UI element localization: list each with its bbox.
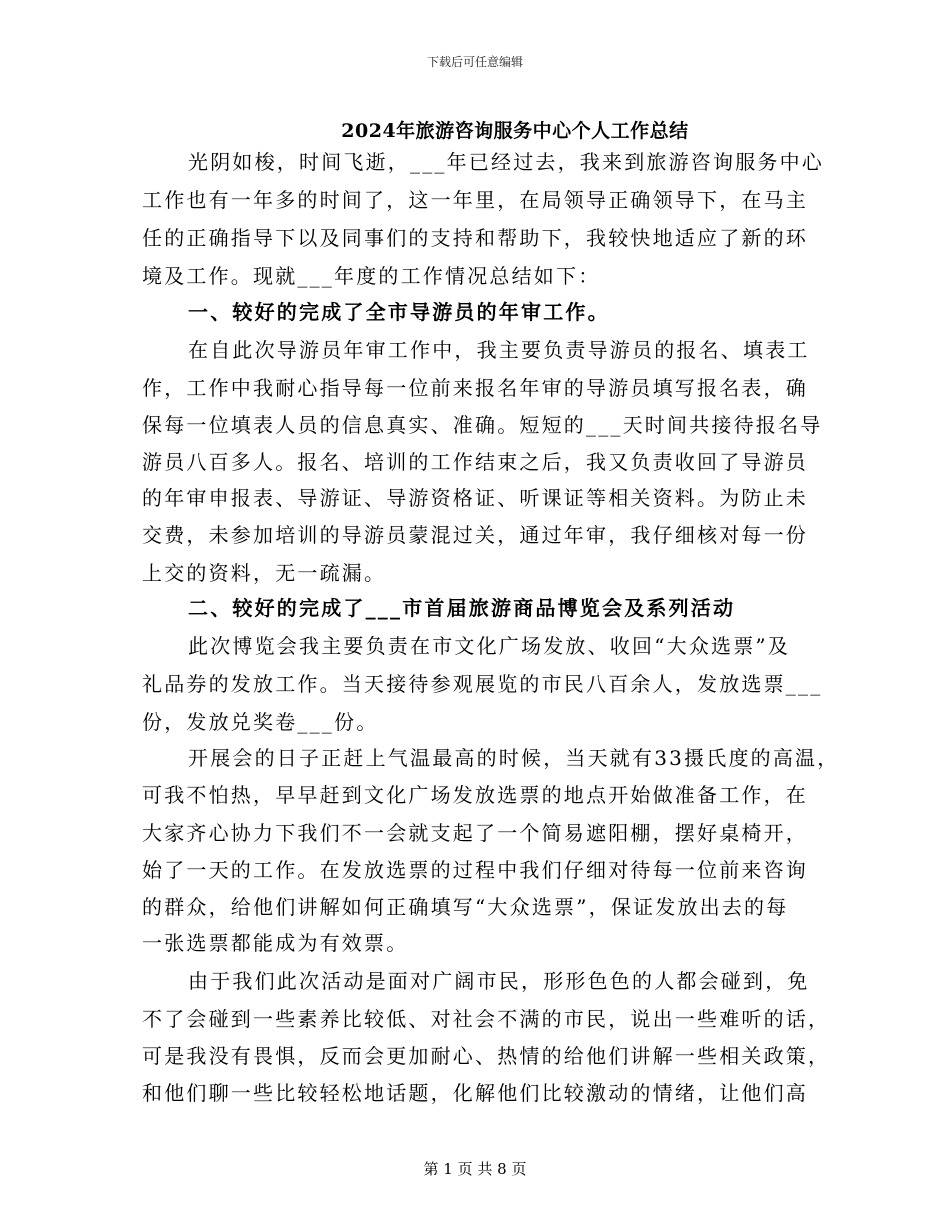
page-number: 第 1 页 共 8 页 [423, 1160, 527, 1178]
section-heading: 一、较好的完成了全市导游员的年审工作。 [188, 300, 610, 324]
paragraph-line: 礼品券的发放工作。当天接待参观展览的市民八百余人，发放选票___ [142, 672, 823, 696]
section-heading: 二、较好的完成了___市首届旅游商品博览会及系列活动 [188, 596, 736, 620]
paragraph-line: 上交的资料，无一疏漏。 [142, 561, 387, 585]
paragraph-line: 和他们聊一些比较轻松地话题，化解他们比较激动的情绪，让他们高 [142, 1081, 808, 1105]
paragraph-line: 可是我没有畏惧，反而会更加耐心、热情的给他们讲解一些相关政策， [142, 1044, 831, 1068]
paragraph-line: 境及工作。现就___年度的工作情况总结如下： [142, 264, 601, 288]
paragraph-line: 光阴如梭，时间飞逝，___年已经过去，我来到旅游咨询服务中心 [188, 150, 824, 174]
paragraph-line: 开展会的日子正赶上气温最高的时候，当天就有33摄氏度的高温， [188, 746, 840, 770]
paragraph-line: 一张选票都能成为有效票。 [142, 931, 409, 955]
paragraph-line: 可我不怕热，早早赶到文化广场发放选票的地点开始做准备工作，在 [142, 783, 808, 807]
paragraph-line: 作，工作中我耐心指导每一位前来报名年审的导游员填写报名表，确 [142, 376, 808, 400]
paragraph-line: 此次博览会我主要负责在市文化广场发放、收回“大众选票”及 [188, 634, 791, 658]
paragraph-line: 的群众，给他们讲解如何正确填写“大众选票”，保证发放出去的每 [142, 895, 789, 919]
document-title: 2024年旅游咨询服务中心个人工作总结 [341, 120, 689, 142]
paragraph-line: 在自此次导游员年审工作中，我主要负责导游员的报名、填表工 [188, 338, 810, 362]
paragraph-line: 任的正确指导下以及同事们的支持和帮助下，我较快地适应了新的环 [142, 226, 808, 250]
paragraph-line: 游员八百多人。报名、培训的工作结束之后，我又负责收回了导游员 [142, 450, 808, 474]
paragraph-line: 交费，未参加培训的导游员蒙混过关，通过年审，我仔细核对每一份 [142, 523, 808, 547]
paragraph-line: 不了会碰到一些素养比较低、对社会不满的市民，说出一些难听的话， [142, 1007, 831, 1031]
paragraph-line: 份，发放兑奖卷___份。 [142, 710, 379, 734]
paragraph-line: 由于我们此次活动是面对广阔市民，形形色色的人都会碰到，免 [188, 969, 810, 993]
header-note: 下载后可任意编辑 [426, 55, 523, 69]
paragraph-line: 始了一天的工作。在发放选票的过程中我们仔细对待每一位前来咨询 [142, 858, 808, 882]
paragraph-line: 大家齐心协力下我们不一会就支起了一个简易遮阳棚，摆好桌椅开， [142, 821, 808, 845]
paragraph-line: 保每一位填表人员的信息真实、准确。短短的___天时间共接待报名导 [142, 413, 823, 437]
paragraph-line: 工作也有一年多的时间了，这一年里，在局领导正确领导下，在马主 [142, 188, 808, 212]
paragraph-line: 的年审申报表、导游证、导游资格证、听课证等相关资料。为防止未 [142, 486, 808, 510]
